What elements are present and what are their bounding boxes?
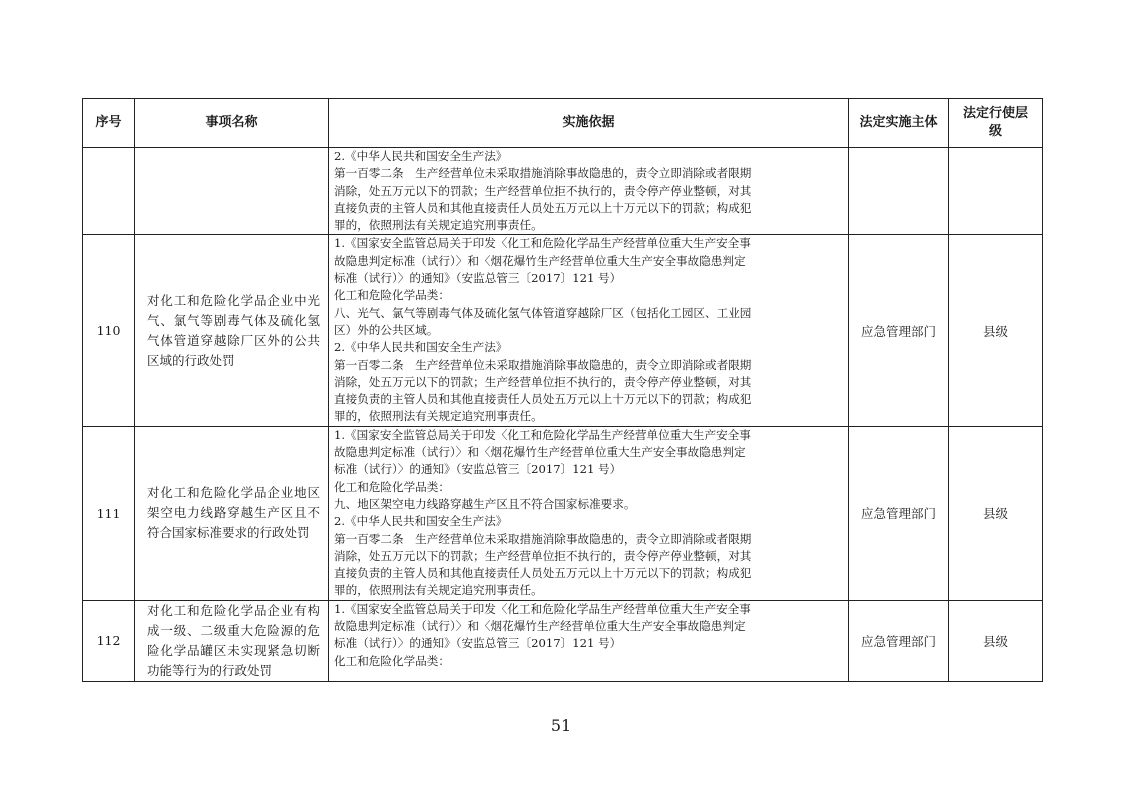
item-name: 对化工和危险化学品企业中光气、氯气等剧毒气体及硫化氢气体管道穿越除厂区外的公共区域的行政处罚 bbox=[135, 235, 329, 426]
legal-basis bbox=[329, 148, 849, 235]
legal-basis-line: 标准（试行）〉的通知》（安监总管三〔2017〕121 号） bbox=[334, 271, 622, 286]
legal-basis bbox=[329, 426, 849, 600]
legal-basis-line: 故隐患判定标准（试行）〉和〈烟花爆竹生产经营单位重大生产安全事故隐患判定 bbox=[334, 619, 746, 634]
legal-basis-line: 直接负责的主管人员和其他直接责任人员处五万元以上十万元以下的罚款；构成犯 bbox=[334, 392, 752, 407]
legal-basis-line: 消除，处五万元以下的罚款；生产经营单位拒不执行的，责令停产停业整顿，对其 bbox=[334, 183, 752, 198]
row-number: 111 bbox=[83, 426, 135, 600]
legal-basis-line: 直接负责的主管人员和其他直接责任人员处五万元以上十万元以下的罚款；构成犯 bbox=[334, 566, 752, 581]
legal-basis-line: 1.《国家安全监管总局关于印发〈化工和危险化学品生产经营单位重大生产安全事 bbox=[334, 427, 751, 442]
legal-basis-line: 2.《中华人民共和国安全生产法》 bbox=[334, 149, 508, 163]
table-header-row bbox=[83, 99, 1043, 148]
item-name: 对化工和危险化学品企业地区架空电力线路穿越生产区且不符合国家标准要求的行政处罚 bbox=[135, 426, 329, 600]
legal-basis-line: 八、光气、氯气等剧毒气体及硫化氢气体管道穿越除厂区（包括化工园区、工业园 bbox=[334, 305, 752, 320]
row-number: 112 bbox=[83, 600, 135, 681]
header-level-line2: 级 bbox=[988, 124, 1002, 139]
legal-basis-line: 故隐患判定标准（试行）〉和〈烟花爆竹生产经营单位重大生产安全事故隐患判定 bbox=[334, 253, 746, 268]
implementing-body: 应急管理部门 bbox=[849, 426, 949, 600]
table-row bbox=[83, 235, 1043, 426]
legal-basis-line: 消除，处五万元以下的罚款；生产经营单位拒不执行的，责令停产停业整顿，对其 bbox=[334, 374, 752, 389]
item-name: 对化工和危险化学品企业有构成一级、二级重大危险源的危险化学品罐区未实现紧急切断功能等行为的行政处罚 bbox=[135, 600, 329, 681]
table-row bbox=[83, 600, 1043, 681]
legal-basis-line: 标准（试行）〉的通知》（安监总管三〔2017〕121 号） bbox=[334, 462, 622, 477]
legal-basis-line: 罪的，依照刑法有关规定追究刑事责任。 bbox=[334, 409, 543, 424]
item-name bbox=[135, 148, 329, 235]
page-number: 51 bbox=[550, 716, 572, 735]
legal-basis-line: 罪的，依照刑法有关规定追究刑事责任。 bbox=[334, 218, 543, 233]
legal-basis-line: 罪的，依照刑法有关规定追究刑事责任。 bbox=[334, 583, 543, 598]
legal-basis-line: 第一百零二条 生产经营单位未采取措施消除事故隐患的，责令立即消除或者限期 bbox=[334, 357, 752, 372]
header-basis: 实施依据 bbox=[329, 99, 849, 148]
legal-basis-line: 2.《中华人民共和国安全生产法》 bbox=[334, 340, 508, 355]
legal-basis-line: 化工和危险化学品类： bbox=[334, 479, 450, 494]
enforcement-items-table bbox=[82, 98, 1043, 682]
legal-basis-line: 化工和危险化学品类： bbox=[334, 653, 450, 668]
legal-basis-line: 区）外的公共区域。 bbox=[334, 322, 439, 337]
legal-basis-line: 1.《国家安全监管总局关于印发〈化工和危险化学品生产经营单位重大生产安全事 bbox=[334, 236, 751, 251]
header-body: 法定实施主体 bbox=[849, 99, 949, 148]
exercise-level: 县级 bbox=[949, 600, 1043, 681]
legal-basis-line: 1.《国家安全监管总局关于印发〈化工和危险化学品生产经营单位重大生产安全事 bbox=[334, 601, 751, 616]
legal-basis-line: 化工和危险化学品类： bbox=[334, 288, 450, 303]
implementing-body: 应急管理部门 bbox=[849, 235, 949, 426]
implementing-body bbox=[849, 148, 949, 235]
table-row bbox=[83, 426, 1043, 600]
legal-basis bbox=[329, 235, 849, 426]
legal-basis-line: 第一百零二条 生产经营单位未采取措施消除事故隐患的，责令立即消除或者限期 bbox=[334, 166, 752, 181]
legal-basis-line: 故隐患判定标准（试行）〉和〈烟花爆竹生产经营单位重大生产安全事故隐患判定 bbox=[334, 445, 746, 460]
legal-basis-line: 直接负责的主管人员和其他直接责任人员处五万元以上十万元以下的罚款；构成犯 bbox=[334, 200, 752, 215]
exercise-level: 县级 bbox=[949, 426, 1043, 600]
row-number: 110 bbox=[83, 235, 135, 426]
header-name: 事项名称 bbox=[135, 99, 329, 148]
legal-basis-line: 消除，处五万元以下的罚款；生产经营单位拒不执行的，责令停产停业整顿，对其 bbox=[334, 548, 752, 563]
header-no: 序号 bbox=[83, 99, 135, 148]
legal-basis-line: 2.《中华人民共和国安全生产法》 bbox=[334, 514, 508, 529]
exercise-level bbox=[949, 148, 1043, 235]
implementing-body: 应急管理部门 bbox=[849, 600, 949, 681]
table-row bbox=[83, 148, 1043, 235]
legal-basis-line: 九、地区架空电力线路穿越生产区且不符合国家标准要求。 bbox=[334, 496, 636, 511]
legal-basis-line: 标准（试行）〉的通知》（安监总管三〔2017〕121 号） bbox=[334, 636, 622, 651]
header-level bbox=[949, 99, 1043, 148]
legal-basis bbox=[329, 600, 849, 681]
row-number bbox=[83, 148, 135, 235]
exercise-level: 县级 bbox=[949, 235, 1043, 426]
header-level-line1: 法定行使层 bbox=[962, 106, 1028, 121]
legal-basis-line: 第一百零二条 生产经营单位未采取措施消除事故隐患的，责令立即消除或者限期 bbox=[334, 531, 752, 546]
